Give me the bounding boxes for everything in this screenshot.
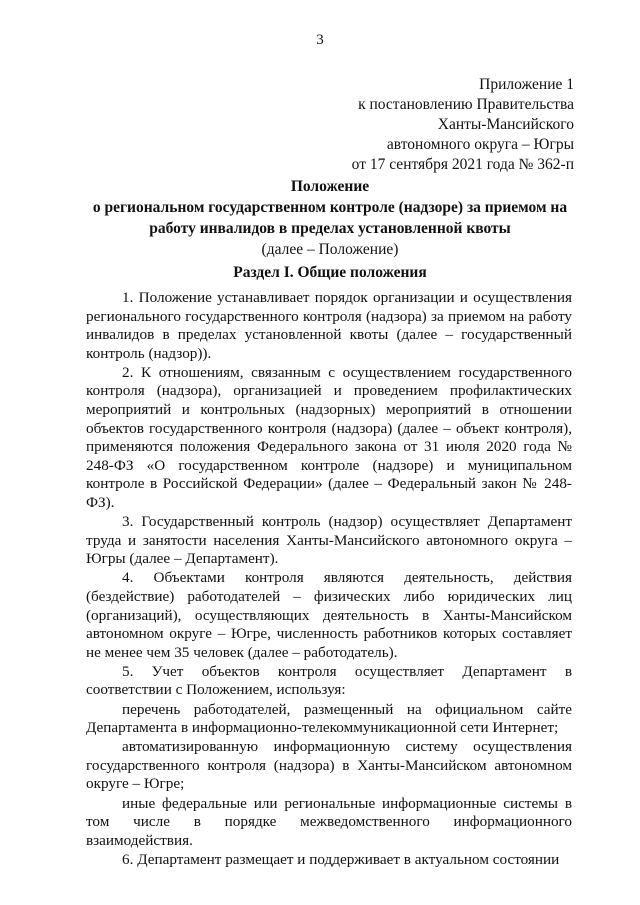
paragraph: 4. Объектами контроля являются деятельность, действия (бездействие) работодателей – физических либо юридических лиц (организаций), осуществляющих деятельность в Ханты-Мансийском автономном округе – Югре, численность работников которых составляет не менее чем 35 человек (далее – работодатель). — [86, 569, 572, 661]
document-title — [80, 176, 580, 260]
paragraph: 6. Департамент размещает и поддерживает в актуальном состоянии — [122, 850, 560, 868]
document-body — [86, 289, 572, 869]
title-line: Положение — [290, 178, 370, 195]
appendix-line: от 17 сентября 2021 года № 362-п — [351, 156, 574, 173]
paragraph: 2. К отношениям, связанным с осуществлением государственного контроля (надзора), организацией и проведением профилактических мероприятий и контрольных (надзорных) мероприятий в отношении объектов государственного контроля (надзора) (далее – объект контроля), применяются положения Федерального закона от 31 июля 2020 года № 248-ФЗ «О государственном контроле (надзоре) и муниципальном контроле в Российской Федерации» (далее – Федеральный закон № 248-ФЗ). — [86, 363, 572, 512]
title-line: работу инвалидов в пределах установленной квоты — [149, 220, 511, 237]
appendix-reference — [352, 75, 574, 175]
paragraph: иные федеральные или региональные информационные системы в том числе в порядке межведомственного информационного взаимодействия. — [86, 794, 572, 849]
appendix-line: автономного округа – Югры — [386, 136, 574, 153]
paragraph: автоматизированную информационную систему осуществления государственного контроля (надзора) в Ханты-Мансийском автономном округе – Югре; — [86, 738, 572, 793]
title-line: о региональном государственном контроле (надзоре) за приемом на — [92, 199, 568, 216]
paragraph: перечень работодателей, размещенный на официальном сайте Департамента в информационно-телекоммуникационной сети Интернет; — [86, 700, 572, 737]
title-note: (далее – Положение) — [261, 241, 399, 258]
paragraph: 1. Положение устанавливает порядок организации и осуществления регионального государственного контроля (надзора) за приемом на работу инвалидов в пределах установленной квоты (далее – государственный контроль (надзор)). — [86, 289, 572, 362]
page-number: 3 — [316, 32, 324, 48]
appendix-line: Ханты-Мансийского — [437, 116, 574, 133]
paragraph: 3. Государственный контроль (надзор) осуществляет Департамент труда и занятости населения Ханты-Мансийского автономного округа – Югры (далее – Департамент). — [86, 513, 572, 568]
section-heading: Раздел I. Общие положения — [233, 264, 427, 281]
paragraph: 5. Учет объектов контроля осуществляет Департамент в соответствии с Положением, используя: — [86, 662, 572, 699]
appendix-line: Приложение 1 — [479, 76, 574, 93]
appendix-line: к постановлению Правительства — [358, 96, 574, 113]
